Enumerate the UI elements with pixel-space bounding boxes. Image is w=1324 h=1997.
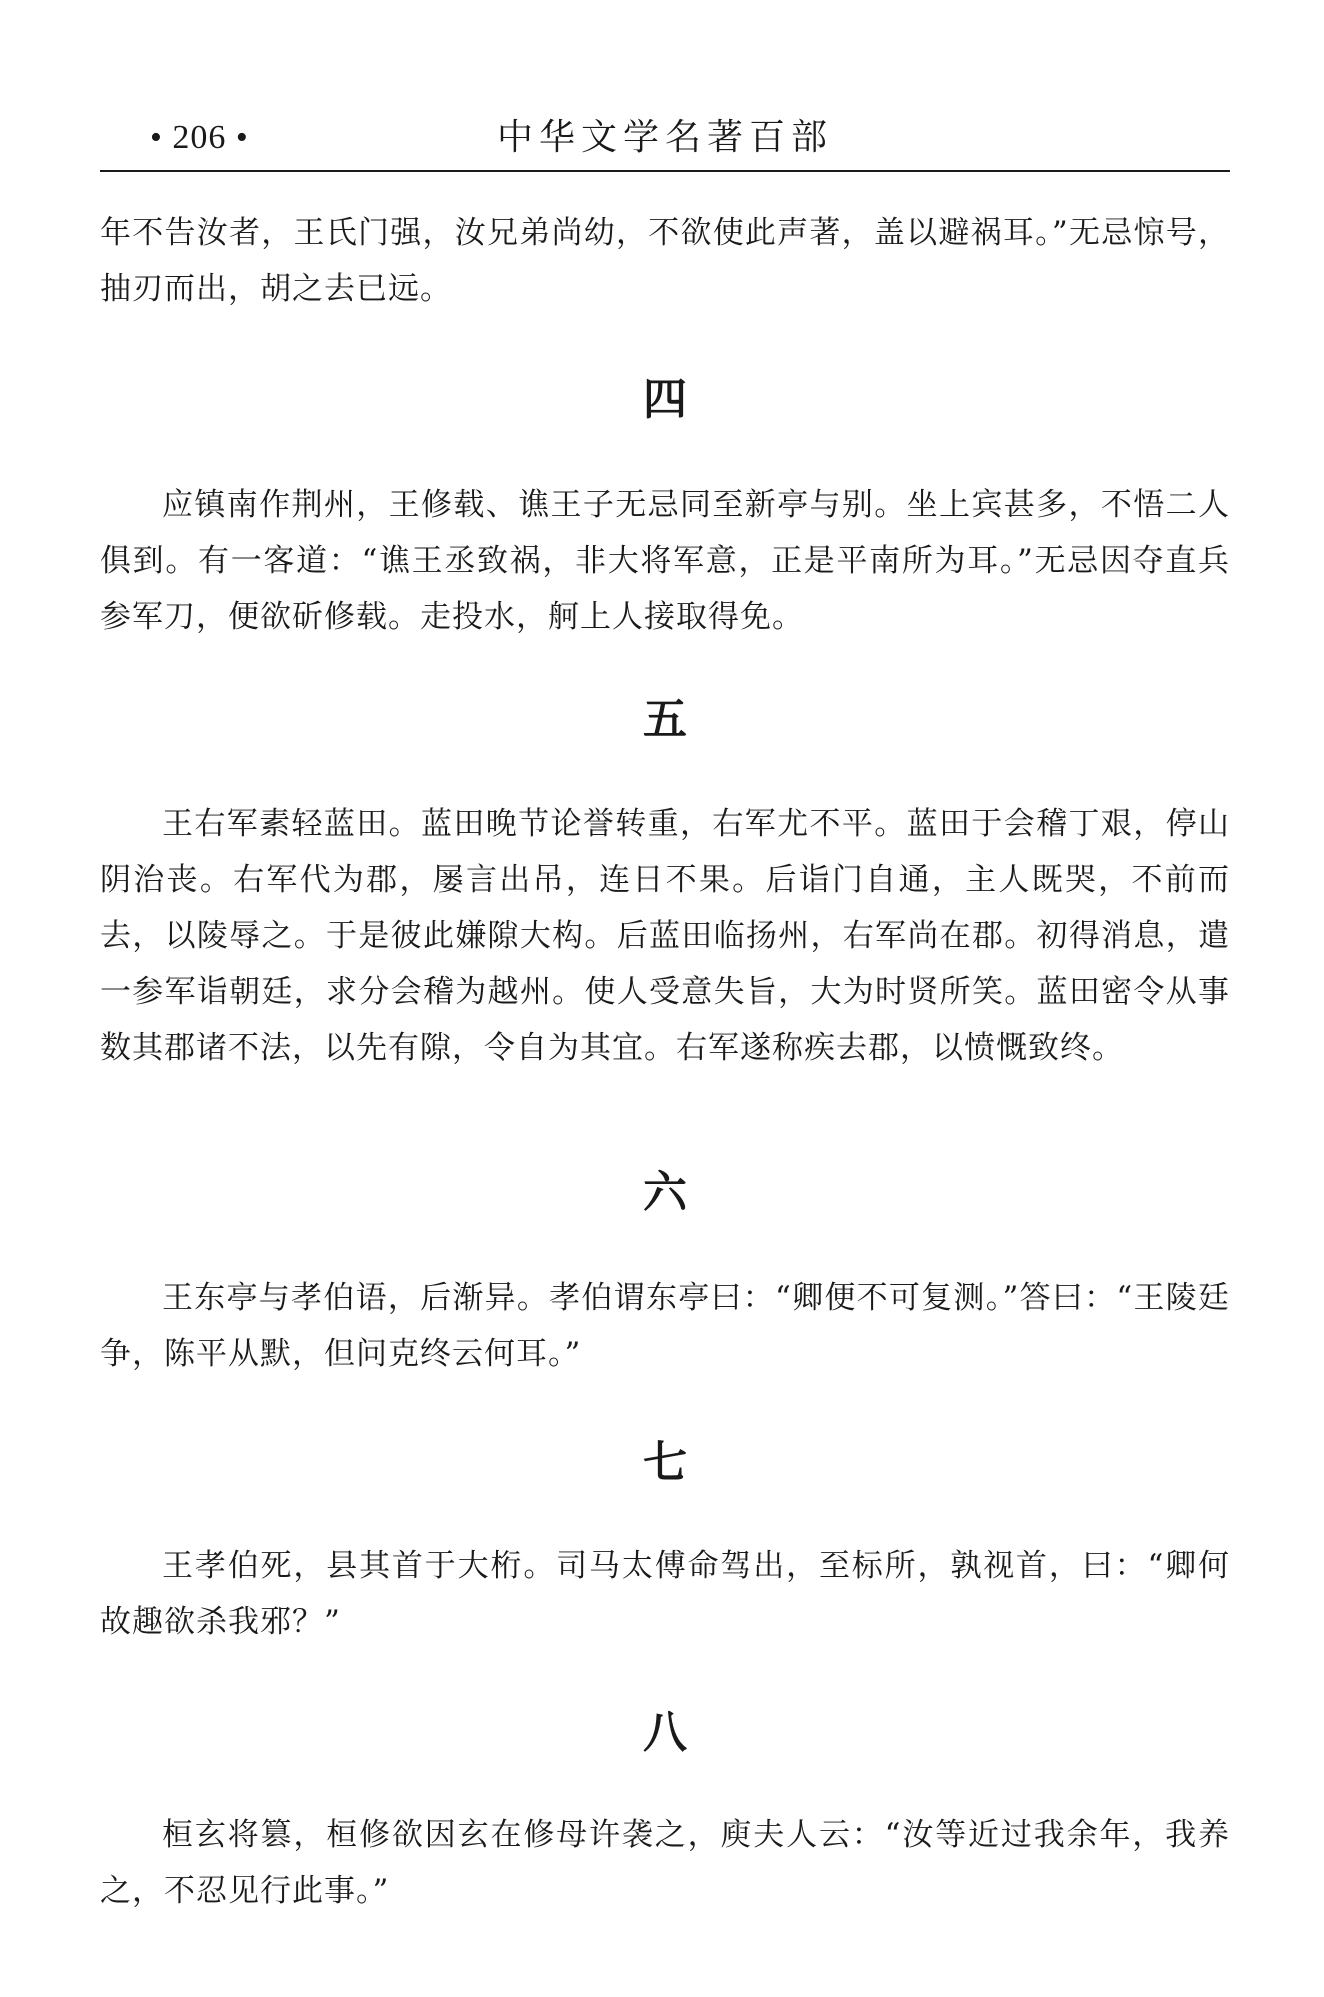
section-heading-6: 六	[643, 1167, 687, 1218]
header-divider	[100, 170, 1230, 172]
page-header	[100, 108, 1230, 168]
section-heading-8: 八	[643, 1707, 687, 1758]
intro-paragraph: 年不告汝者，王氏门强，汝兄弟尚幼，不欲使此声著，盖以避祸耳。”无忌惊号，抽刃而出，胡之去已远。	[100, 215, 1230, 307]
section-paragraph-8: 桓玄将篡，桓修欲因玄在修母许袭之，庾夫人云：“汝等近过我余年，我养之，不忍见行此事。”	[100, 1817, 1230, 1909]
book-title: 中华文学名著百部	[496, 117, 833, 158]
section-paragraph-6: 王东亭与孝伯语，后渐异。孝伯谓东亭曰：“卿便不可复测。”答曰：“王陵廷争，陈平从默，但问克终云何耳。”	[100, 1280, 1230, 1372]
section-heading-5: 五	[643, 694, 687, 745]
section-paragraph-4: 应镇南作荆州，王修载、谯王子无忌同至新亭与别。坐上宾甚多，不悟二人俱到。有一客道：“谯王丞致祸，非大将军意，正是平南所为耳。”无忌因夺直兵参军刀，便欲斫修载。走投水，舸上人接取得免。	[100, 487, 1230, 635]
section-heading-7: 七	[643, 1437, 687, 1488]
section-paragraph-5: 王右军素轻蓝田。蓝田晚节论誉转重，右军尤不平。蓝田于会稽丁艰，停山阴治丧。右军代为郡，屡言出吊，连日不果。后诣门自通，主人既哭，不前而去，以陵辱之。于是彼此嫌隙大构。后蓝田临扬州，右军尚在郡。初得消息，遣一参军诣朝廷，求分会稽为越州。使人受意失旨，大为时贤所笑。蓝田密令从事数其郡诸不法，以先有隙，令自为其宜。右军遂称疾去郡，以愤慨致终。	[100, 806, 1230, 1066]
section-paragraph-7: 王孝伯死，县其首于大桁。司马太傅命驾出，至标所，孰视首，曰：“卿何故趣欲杀我邪？”	[100, 1548, 1230, 1640]
section-heading-4: 四	[643, 374, 687, 425]
page-number: • 206 •	[150, 119, 249, 156]
